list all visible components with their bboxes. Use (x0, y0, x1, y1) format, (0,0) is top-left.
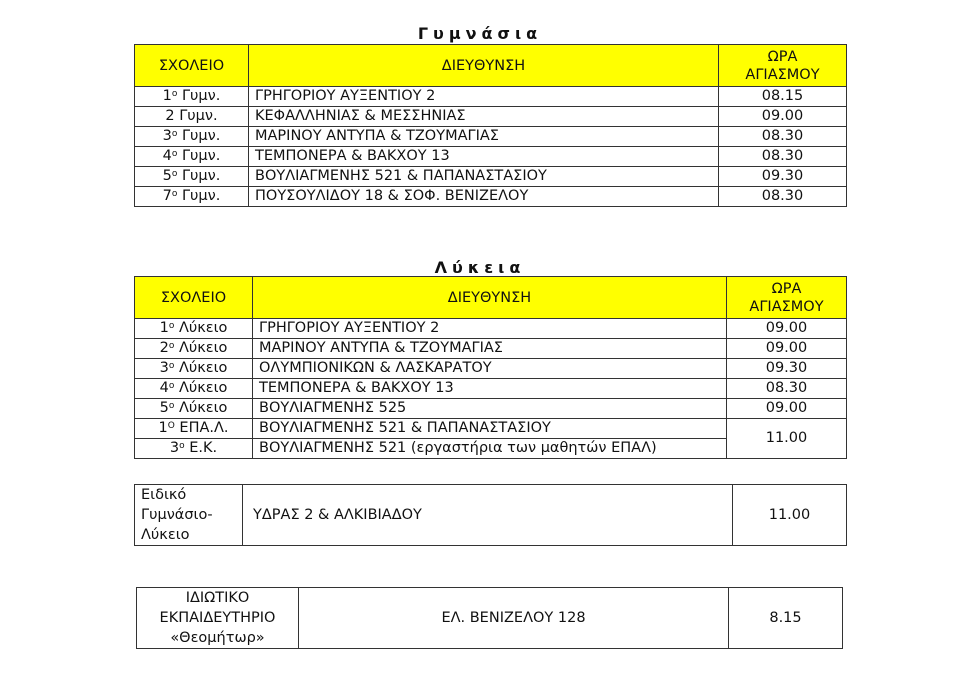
private-school-time: 8.15 (729, 588, 843, 649)
table-row (137, 588, 843, 649)
header-time (727, 277, 847, 319)
ordinal-mark: ο (168, 401, 175, 411)
school-name-cell (135, 439, 253, 459)
ordinal-mark: ο (171, 169, 178, 179)
time-cell: 08.30 (719, 187, 847, 207)
ordinal-mark: ο (168, 381, 175, 391)
table-row (135, 399, 847, 419)
school-number: 2 (159, 340, 169, 356)
school-type: Γυμν. (181, 128, 221, 144)
school-type: Λύκειο (178, 360, 228, 376)
address-cell: ΜΑΡΙΝΟΥ ΑΝΤΥΠΑ & ΤΖΟΥΜΑΓΙΑΣ (249, 127, 719, 147)
school-number: 4 (162, 148, 172, 164)
gymnasia-table (134, 44, 847, 207)
table-row (135, 107, 847, 127)
address-cell: ΤΕΜΠΟΝΕΡΑ & ΒΑΚΧΟΥ 13 (253, 379, 727, 399)
address-cell: ΒΟΥΛΙΑΓΜΕΝΗΣ 521 (εργαστήρια των μαθητών ΕΠΑΛ) (253, 439, 727, 459)
ordinal-mark: ο (179, 441, 185, 451)
table-row (135, 167, 847, 187)
school-name-cell (135, 167, 249, 187)
time-cell: 08.15 (719, 87, 847, 107)
school-name-cell (135, 187, 249, 207)
ordinal-mark: ο (168, 321, 175, 331)
school-number: 1 (159, 320, 169, 336)
school-type: Γυμν. (181, 188, 221, 204)
special-school-time: 11.00 (733, 485, 847, 546)
ordinal-mark: ο (171, 89, 178, 99)
school-type: Ε.Κ. (189, 440, 218, 456)
table-row (135, 419, 847, 439)
ordinal-mark: ο (171, 129, 178, 139)
school-type: Γυμν. (181, 88, 221, 104)
school-type: ΕΠΑ.Λ. (179, 420, 229, 436)
merged-time-cell: 11.00 (727, 419, 847, 459)
table-row (135, 359, 847, 379)
time-cell: 08.30 (719, 147, 847, 167)
table-row (135, 339, 847, 359)
table-header-row (135, 45, 847, 87)
school-number: 1 (162, 88, 172, 104)
school-number: 2 (165, 108, 175, 124)
table-row (135, 379, 847, 399)
ordinal-mark: ο (171, 189, 178, 199)
school-type: Λύκειο (178, 400, 228, 416)
special-school-name (135, 485, 243, 546)
school-type: Γυμν. (179, 108, 218, 124)
address-cell: ΒΟΥΛΙΑΓΜΕΝΗΣ 521 & ΠΑΠΑΝΑΣΤΑΣΙΟΥ (253, 419, 727, 439)
address-cell: ΤΕΜΠΟΝΕΡΑ & ΒΑΚΧΟΥ 13 (249, 147, 719, 167)
ordinal-mark: Ο (167, 421, 175, 431)
private-school-address: ΕΛ. ΒΕΝΙΖΕΛΟΥ 128 (299, 588, 729, 649)
header-time-line1: ΩΡΑ (771, 280, 802, 297)
address-cell: ΒΟΥΛΙΑΓΜΕΝΗΣ 525 (253, 399, 727, 419)
school-number: 4 (159, 380, 169, 396)
address-cell: ΒΟΥΛΙΑΓΜΕΝΗΣ 521 & ΠΑΠΑΝΑΣΤΑΣΙΟΥ (249, 167, 719, 187)
table-row (135, 485, 847, 546)
lykeia-title: Λύκεια (434, 258, 526, 277)
school-name-cell (135, 87, 249, 107)
school-name-cell (135, 127, 249, 147)
school-number: 7 (162, 188, 172, 204)
table-row (135, 187, 847, 207)
table-header-row (135, 277, 847, 319)
school-type: Λύκειο (178, 380, 228, 396)
gymnasia-title: Γυμνάσια (417, 24, 543, 43)
address-cell: ΜΑΡΙΝΟΥ ΑΝΤΥΠΑ & ΤΖΟΥΜΑΓΙΑΣ (253, 339, 727, 359)
header-time-line2: ΑΓΙΑΣΜΟΥ (749, 298, 824, 315)
private-school-line1: ΙΔΙΩΤΙΚΟ (185, 590, 250, 606)
address-cell: ΓΡΗΓΟΡΙΟΥ ΑΥΞΕΝΤΙΟΥ 2 (249, 87, 719, 107)
ordinal-mark: ο (171, 149, 178, 159)
special-school-line3: Λύκειο (141, 527, 190, 543)
private-school-line3: «Θεομήτωρ» (170, 630, 265, 646)
school-name-cell (135, 107, 249, 127)
school-name-cell (135, 319, 253, 339)
school-type: Γυμν. (181, 168, 221, 184)
school-type: Γυμν. (181, 148, 221, 164)
ordinal-mark: ο (168, 361, 175, 371)
table-row (135, 127, 847, 147)
header-address: ΔΙΕΥΘΥΝΣΗ (249, 45, 719, 87)
private-school-table (136, 587, 843, 649)
time-cell: 09.00 (727, 339, 847, 359)
time-cell: 09.30 (719, 167, 847, 187)
school-name-cell (135, 359, 253, 379)
special-school-address: ΥΔΡΑΣ 2 & ΑΛΚΙΒΙΑΔΟΥ (243, 485, 733, 546)
header-time-line2: ΑΓΙΑΣΜΟΥ (745, 66, 820, 83)
table-row (135, 147, 847, 167)
school-name-cell (135, 147, 249, 167)
table-row (135, 319, 847, 339)
special-school-table (134, 484, 847, 546)
school-number: 1 (158, 420, 168, 436)
time-cell: 08.30 (719, 127, 847, 147)
address-cell: ΓΡΗΓΟΡΙΟΥ ΑΥΞΕΝΤΙΟΥ 2 (253, 319, 727, 339)
private-school-line2: ΕΚΠΑΙΔΕΥΤΗΡΙΟ (159, 610, 276, 626)
header-time-line1: ΩΡΑ (767, 48, 798, 65)
special-school-line1: Ειδικό (141, 487, 187, 503)
lykeia-table (134, 276, 847, 459)
school-name-cell (135, 419, 253, 439)
address-cell: ΠΟΥΣΟΥΛΙΔΟΥ 18 & ΣΟΦ. ΒΕΝΙΖΕΛΟΥ (249, 187, 719, 207)
time-cell: 09.00 (727, 399, 847, 419)
school-number: 3 (162, 128, 172, 144)
address-cell: ΚΕΦΑΛΛΗΝΙΑΣ & ΜΕΣΣΗΝΙΑΣ (249, 107, 719, 127)
school-number: 3 (159, 360, 169, 376)
special-school-line2: Γυμνάσιο- (141, 507, 213, 523)
time-cell: 08.30 (727, 379, 847, 399)
header-address: ΔΙΕΥΘΥΝΣΗ (253, 277, 727, 319)
time-cell: 09.00 (719, 107, 847, 127)
header-school: ΣΧΟΛΕΙΟ (135, 277, 253, 319)
header-school: ΣΧΟΛΕΙΟ (135, 45, 249, 87)
school-type: Λύκειο (178, 320, 228, 336)
school-name-cell (135, 339, 253, 359)
table-row (135, 87, 847, 107)
private-school-name (137, 588, 299, 649)
school-number: 5 (162, 168, 172, 184)
address-cell: ΟΛΥΜΠΙΟΝΙΚΩΝ & ΛΑΣΚΑΡΑΤΟΥ (253, 359, 727, 379)
time-cell: 09.00 (727, 319, 847, 339)
school-name-cell (135, 399, 253, 419)
school-name-cell (135, 379, 253, 399)
school-number: 3 (169, 440, 180, 456)
header-time (719, 45, 847, 87)
ordinal-mark: ο (168, 341, 175, 351)
school-type: Λύκειο (178, 340, 228, 356)
time-cell: 09.30 (727, 359, 847, 379)
school-number: 5 (159, 400, 169, 416)
